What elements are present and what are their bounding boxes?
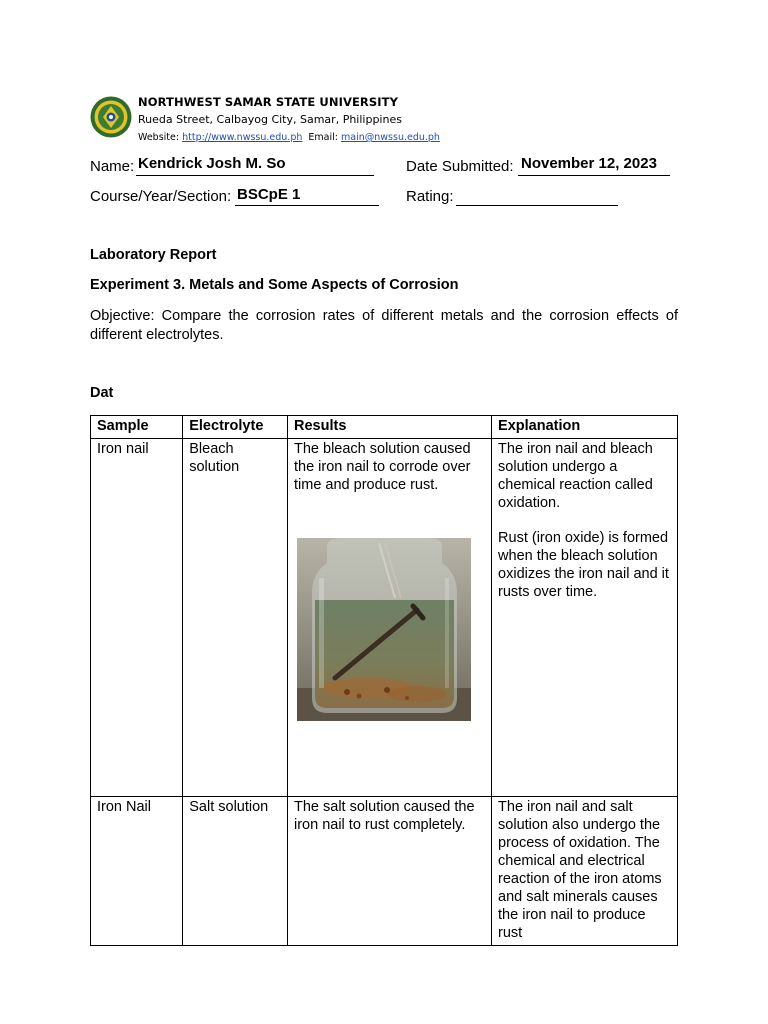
university-address: Rueda Street, Calbayog City, Samar, Philippines [138,113,402,126]
objective-text: Objective: Compare the corrosion rates of different metals and the corrosion effects of different electrolytes. [90,308,678,343]
corroded-nail-jar-photo [297,538,471,721]
cell-electrolyte: Salt solution [183,797,288,946]
data-heading: Dat [90,385,114,401]
cell-sample: Iron nail [91,439,183,797]
date-label: Date Submitted: [406,158,514,175]
experiment-title: Experiment 3. Metals and Some Aspects of Corrosion [90,277,459,293]
header-results: Results [288,416,492,439]
course-value: BSCpE 1 [237,186,301,203]
header-sample: Sample [91,416,183,439]
cell-result: The salt solution caused the iron nail to rust completely. [288,797,492,946]
email-link[interactable]: main@nwssu.edu.ph [341,132,440,143]
date-underline [518,175,670,176]
university-contact [138,132,440,143]
course-underline [235,205,379,206]
name-underline [136,175,374,176]
rating-label: Rating: [406,188,454,205]
website-label: Website: [138,132,180,143]
university-seal-icon [90,96,132,138]
website-link[interactable]: http://www.nwssu.edu.ph [182,132,303,143]
cell-explanation [492,439,678,797]
table-row [91,439,678,797]
course-label: Course/Year/Section: [90,188,232,205]
header-explanation: Explanation [492,416,678,439]
name-label: Name: [90,158,135,175]
cell-explanation: The iron nail and salt solution also undergo the process of oxidation. The chemical and electrical reaction of the iron atoms and salt minerals causes the iron nail to produce rust [492,797,678,946]
table-header-row [91,416,678,439]
result-text: The bleach solution caused the iron nail to corrode over time and produce rust. [294,441,471,493]
cell-sample: Iron Nail [91,797,183,946]
cell-result [288,439,492,797]
explanation-paragraph: The iron nail and bleach solution undergo a chemical reaction called oxidation. [498,441,653,511]
data-table [90,415,678,946]
name-value: Kendrick Josh M. So [138,155,286,172]
email-label: Email: [308,132,338,143]
explanation-paragraph: Rust (iron oxide) is formed when the bleach solution oxidizes the iron nail and it rusts over time. [498,530,669,600]
report-heading: Laboratory Report [90,247,217,263]
cell-electrolyte: Bleach solution [183,439,288,797]
date-value: November 12, 2023 [521,155,657,172]
university-name: NORTHWEST SAMAR STATE UNIVERSITY [138,95,398,109]
rating-underline [456,205,618,206]
header-electrolyte: Electrolyte [183,416,288,439]
jar-photo-svg [297,538,471,721]
table-row [91,797,678,946]
